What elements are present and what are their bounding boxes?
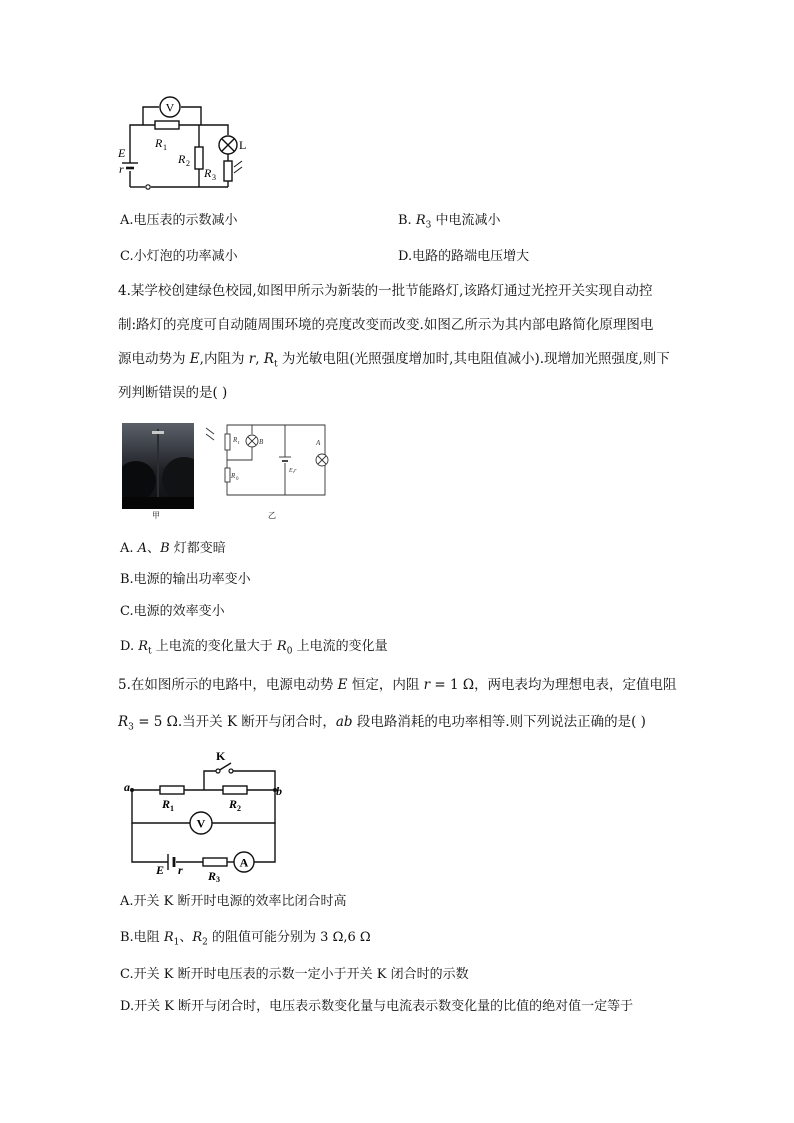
q4-line-3-b: ,内阻为 <box>199 351 249 367</box>
q4-emf-var: E <box>189 351 200 367</box>
q3-r1-sub: 1 <box>163 143 167 152</box>
q4-r0-label-sub: 0 <box>236 477 239 482</box>
q4-option-d-text: 上电流的变化量 <box>292 639 388 654</box>
q3-voltmeter-label: V <box>165 100 175 115</box>
q5-r3-label: R <box>208 869 217 883</box>
q4-line-3-d: 为光敏电阻(光照强度增加时,其电阻值减小).现增加光照强度,则下 <box>277 351 670 367</box>
q3-option-d: D.电路的路端电压增大 <box>398 249 530 264</box>
q5-voltmeter-label: V <box>196 816 206 831</box>
q5-switch-label: K <box>216 749 226 763</box>
q3-option-c: C.小灯泡的功率减小 <box>120 249 238 264</box>
q4-option-d-var-r: R <box>138 639 149 654</box>
q4-rt-sub: t <box>273 359 278 370</box>
q4-battery-label: E,r <box>289 468 297 474</box>
q5-option-b-s2: 2 <box>202 937 208 948</box>
q4-option-a-sep: 、 <box>147 541 161 556</box>
q5-line-1-a: 5.在如图所示的电路中，电源电动势 <box>118 677 338 693</box>
q3-option-a: A.电压表的示数减小 <box>120 213 238 228</box>
q5-line-2 <box>118 713 646 737</box>
q4-option-d-var-r0: R <box>276 639 287 654</box>
q5-r2-label: R <box>229 797 238 811</box>
q4-option-a-var-b: B <box>160 541 170 556</box>
q5-option-b-s1: 1 <box>173 937 180 948</box>
q3-r3-label: R <box>204 166 212 180</box>
q5-option-d: D.开关 K 断开与闭合时，电压表示数变化量与电流表示数变化量的比值的绝对值一定等于 <box>120 999 634 1014</box>
q4-line-3-c: , <box>255 351 264 367</box>
q5-r3-value: = 5 Ω <box>133 714 178 730</box>
q4-rt-label-sub: t <box>238 441 240 446</box>
q3-r-label: r <box>119 162 124 176</box>
q5-r-value: = 1 Ω <box>430 677 475 693</box>
q3-option-b-text: 中电流减小 <box>431 213 501 228</box>
q5-option-b <box>120 929 371 952</box>
q3-r1-label: R <box>155 136 163 150</box>
q4-rt-label: R <box>233 436 238 444</box>
q5-r3-sub: 3 <box>128 722 134 733</box>
q5-node-b-label: b <box>276 784 282 798</box>
q4-option-d-sub: t <box>148 646 152 657</box>
q4-option-a <box>120 540 226 558</box>
q5-r1-sub: 1 <box>170 804 174 813</box>
q5-option-b-r1: R <box>163 930 174 945</box>
street-lamp-photo <box>122 423 194 509</box>
q4-r-var: r <box>248 351 256 367</box>
q4-line-2: 制:路灯的亮度可自动随周围环境的亮度改变而改变.如图乙所示为其内部电路简化原理图电 <box>118 317 654 333</box>
q3-option-b-sub: 3 <box>425 220 432 231</box>
q5-option-b-prefix: B.电阻 <box>120 930 164 945</box>
q5-emf-var: E <box>337 677 348 693</box>
q5-circuit-diagram <box>118 745 293 883</box>
q4-line-3-a: 源电动势为 <box>118 351 190 367</box>
q4-option-d-sub0: 0 <box>286 646 293 657</box>
q3-option-b <box>398 212 501 235</box>
q5-line-1-b: 恒定，内阻 <box>347 677 424 693</box>
q4-option-d-prefix: D. <box>120 639 139 654</box>
q4-line-4: 列判断错误的是( ) <box>118 385 228 401</box>
q4-lamp-b-label: B <box>259 438 264 446</box>
q4-option-d-mid: 上电流的变化量大于 <box>151 639 277 654</box>
q4-rt-var: R <box>263 351 274 367</box>
q5-option-b-mid: 的阻值可能分别为 <box>207 930 321 945</box>
q5-r2-sub: 2 <box>237 804 241 813</box>
q4-r0-label: R <box>231 472 236 480</box>
q3-option-b-var: R <box>415 213 426 228</box>
q5-r-var: r <box>423 677 431 693</box>
q4-option-b: B.电源的输出功率变小 <box>120 572 251 587</box>
q5-ammeter-label: A <box>239 855 249 870</box>
q5-emf-label: E <box>156 863 165 877</box>
q5-r-label: r <box>178 863 183 877</box>
q4-circuit-diagram <box>200 420 335 520</box>
q4-line-1: 4.某学校创建绿色校园,如图甲所示为新装的一批节能路灯,该路灯通过光控开关实现自动控 <box>118 283 653 299</box>
q3-lamp-label: L <box>239 138 247 152</box>
q3-option-b-prefix: B. <box>398 213 416 228</box>
q5-option-b-sep: 、 <box>179 930 193 945</box>
q4-option-a-text: 灯都变暗 <box>169 541 226 556</box>
q3-r2-label: R <box>178 152 186 166</box>
q3-r3-sub: 3 <box>212 173 216 182</box>
q4-option-c: C.电源的效率变小 <box>120 604 225 619</box>
q5-option-a: A.开关 K 断开时电源的效率比闭合时高 <box>120 894 347 909</box>
q5-option-b-values: 3 Ω,6 Ω <box>320 930 371 945</box>
q4-option-d <box>120 638 388 661</box>
q5-line-2-a: .当开关 K 断开与闭合时， <box>177 714 336 730</box>
q4-lamp-a-label: A <box>316 439 321 447</box>
q3-emf-label: E <box>118 146 126 160</box>
q4-fig-yi-label: 乙 <box>268 511 276 520</box>
q4-option-a-prefix: A. <box>120 541 138 556</box>
q4-option-a-var-a: A <box>137 541 148 556</box>
q5-option-c: C.开关 K 断开时电压表的示数一定小于开关 K 闭合时的示数 <box>120 967 469 982</box>
q5-r1-label: R <box>162 797 171 811</box>
q5-option-b-r2: R <box>192 930 203 945</box>
q5-line-1-c: ，两电表均为理想电表，定值电阻 <box>474 677 677 693</box>
q5-r3-sub-label: 3 <box>216 875 220 883</box>
q3-circuit-diagram <box>115 95 255 195</box>
q4-line-3 <box>118 350 670 374</box>
q5-line-1 <box>118 676 677 694</box>
q5-line-2-b: 段电路消耗的电功率相等.则下列说法正确的是( ) <box>352 714 646 730</box>
q5-r3-var: R <box>118 714 129 730</box>
q3-r2-sub: 2 <box>186 159 190 168</box>
q5-ab-var: ab <box>335 714 353 730</box>
q5-node-a-label: a <box>124 780 130 794</box>
q4-fig-jia-label: 甲 <box>152 511 160 520</box>
